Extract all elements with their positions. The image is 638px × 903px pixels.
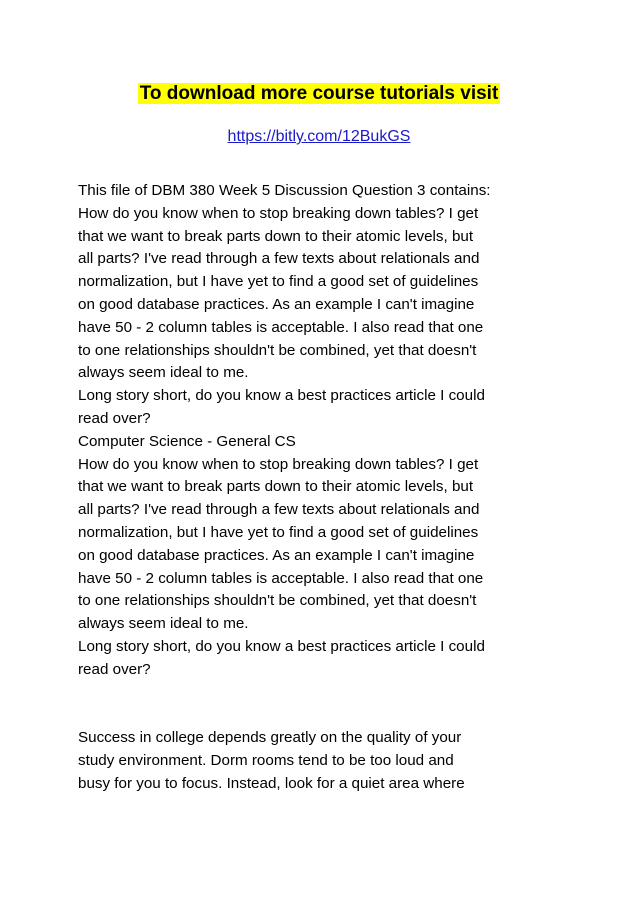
body-line: normalization, but I have yet to find a good set of guidelines — [78, 523, 479, 541]
body-line: that we want to break parts down to their atomic levels, but — [78, 227, 474, 245]
body-line: all parts? I've read through a few texts about relationals and — [78, 501, 480, 519]
body-text — [78, 180, 578, 796]
body-line: that we want to break parts down to their atomic levels, but — [78, 478, 474, 496]
body-line: read over? — [78, 660, 151, 678]
page-title — [0, 80, 638, 108]
body-line: always seem ideal to me. — [78, 364, 249, 382]
body-line: all parts? I've read through a few texts about relationals and — [78, 250, 480, 268]
body-line: study environment. Dorm rooms tend to be too loud and — [78, 751, 454, 769]
body-line: read over? — [78, 409, 151, 427]
body-line: to one relationships shouldn't be combined, yet that doesn't — [78, 341, 477, 359]
tutorials-link[interactable]: https://bitly.com/12BukGS — [227, 128, 411, 145]
body-line: How do you know when to stop breaking down tables? I get — [78, 455, 479, 473]
body-line: on good database practices. As an example I can't imagine — [78, 295, 475, 313]
body-line: busy for you to focus. Instead, look for a quiet area where — [78, 774, 465, 792]
body-line: have 50 - 2 column tables is acceptable. I also read that one — [78, 318, 484, 336]
body-line: to one relationships shouldn't be combined, yet that doesn't — [78, 592, 477, 610]
body-line: This file of DBM 380 Week 5 Discussion Question 3 contains: — [78, 182, 491, 199]
body-line: How do you know when to stop breaking down tables? I get — [78, 204, 479, 222]
body-line: have 50 - 2 column tables is acceptable. I also read that one — [78, 569, 484, 587]
body-line: Computer Science - General CS — [78, 432, 296, 450]
body-line: always seem ideal to me. — [78, 615, 249, 633]
title-highlight: To download more course tutorials visit — [139, 83, 499, 104]
paragraph-gap — [78, 682, 578, 728]
body-line: on good database practices. As an example I can't imagine — [78, 546, 475, 564]
body-line: Long story short, do you know a best practices article I could — [78, 387, 485, 405]
body-line: Success in college depends greatly on the quality of your — [78, 729, 462, 747]
body-line: normalization, but I have yet to find a good set of guidelines — [78, 273, 479, 291]
body-line: Long story short, do you know a best practices article I could — [78, 637, 485, 655]
